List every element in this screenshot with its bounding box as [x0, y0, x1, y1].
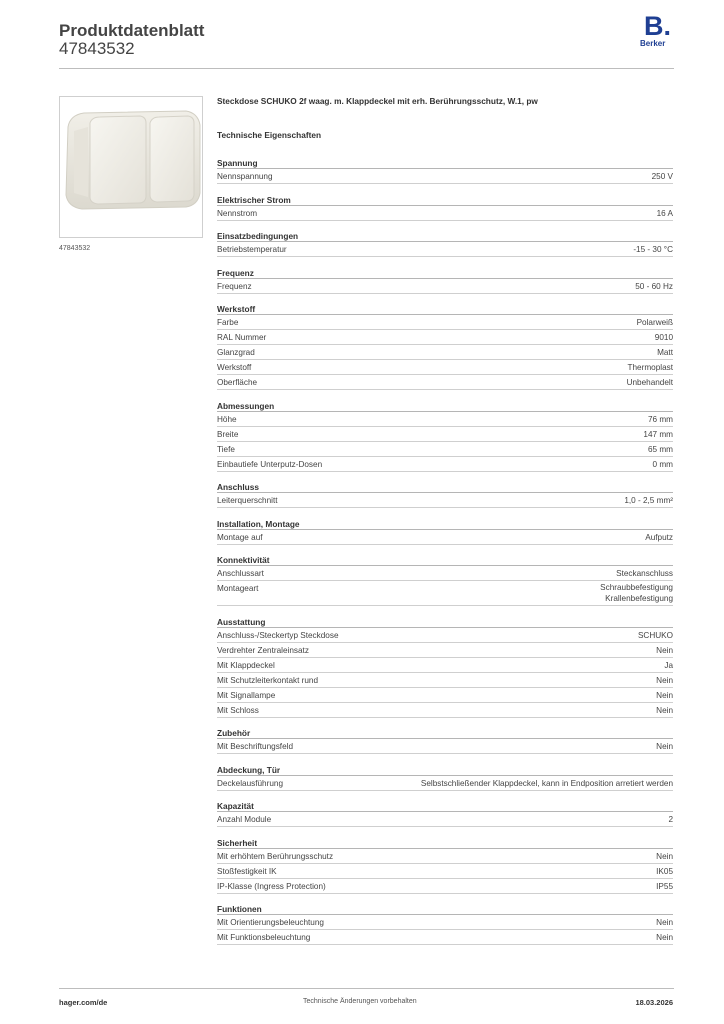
spec-label: Anschlussart: [217, 569, 264, 578]
spec-row: [217, 315, 673, 330]
logo-text: Berker: [640, 39, 666, 48]
spec-row: [217, 427, 673, 442]
spec-value: Selbstschließender Klappdeckel, kann in Endposition arretiert werden: [420, 778, 673, 788]
spec-label: Nennstrom: [217, 208, 258, 218]
spec-value: [600, 582, 673, 605]
spec-row: [217, 930, 673, 945]
spec-group-title: Werkstoff: [217, 304, 673, 315]
spec-value: Nein: [656, 742, 673, 751]
spec-group: [217, 838, 673, 894]
spec-row: [217, 643, 673, 658]
spec-group: [217, 268, 673, 294]
spec-row: [217, 658, 673, 673]
spec-row: [217, 206, 673, 221]
section-heading: Technische Eigenschaften: [217, 130, 322, 140]
footer-website: hager.com/de: [59, 998, 108, 1007]
spec-label: Montageart: [217, 584, 259, 593]
spec-group-title: Kapazität: [217, 801, 673, 812]
spec-label: Mit Schloss: [217, 705, 259, 715]
spec-group: [217, 401, 673, 472]
spec-row: [217, 703, 673, 718]
spec-label: Mit erhöhtem Berührungsschutz: [217, 851, 334, 861]
spec-label: RAL Nummer: [217, 333, 267, 342]
spec-label: Mit Signallampe: [217, 690, 276, 700]
spec-value: 2: [668, 815, 673, 824]
logo-letter: B.: [644, 11, 671, 41]
spec-label: Mit Klappdeckel: [217, 660, 275, 670]
spec-label: Mit Schutzleiterkontakt rund: [217, 675, 319, 685]
spec-group: [217, 765, 673, 791]
header-divider: [59, 68, 674, 69]
spec-label: Betriebstemperatur: [217, 245, 287, 254]
spec-row: [217, 242, 673, 257]
spec-group-title: Konnektivität: [217, 555, 673, 566]
spec-value: Nein: [656, 918, 673, 927]
spec-row: [217, 915, 673, 930]
spec-value: 147 mm: [643, 429, 673, 439]
spec-value: 250 V: [651, 172, 673, 181]
spec-group: [217, 617, 673, 718]
spec-group: [217, 158, 673, 184]
spec-group: [217, 904, 673, 945]
spec-label: Tiefe: [217, 444, 235, 454]
spec-value: Nein: [656, 690, 673, 700]
spec-value-line: Krallenbefestigung: [605, 594, 673, 603]
spec-group-title: Installation, Montage: [217, 519, 673, 530]
spec-value: Unbehandelt: [626, 378, 673, 387]
spec-value: 0 mm: [652, 459, 673, 469]
spec-label: Glanzgrad: [217, 348, 255, 357]
spec-value: Nein: [656, 675, 673, 685]
spec-group: [217, 728, 673, 754]
spec-group-title: Einsatzbedingungen: [217, 231, 673, 242]
spec-group-title: Funktionen: [217, 904, 673, 915]
spec-label: Montage auf: [217, 532, 263, 542]
spec-group-title: Sicherheit: [217, 838, 673, 849]
spec-row: [217, 812, 673, 827]
spec-value: Aufputz: [645, 532, 673, 542]
spec-row: [217, 673, 673, 688]
spec-label: IP-Klasse (Ingress Protection): [217, 881, 326, 891]
spec-label: Frequenz: [217, 281, 252, 291]
spec-value: Thermoplast: [627, 363, 673, 372]
spec-label: Nennspannung: [217, 172, 273, 181]
spec-value: Polarweiß: [636, 318, 673, 327]
spec-row: [217, 375, 673, 390]
spec-value: Nein: [656, 851, 673, 861]
spec-label: Anschluss-/Steckertyp Steckdose: [217, 630, 339, 640]
spec-table: [217, 158, 673, 956]
spec-group: [217, 231, 673, 257]
spec-value: 9010: [654, 333, 673, 342]
spec-label: Verdrehter Zentraleinsatz: [217, 645, 309, 655]
product-image-frame: [59, 96, 203, 238]
spec-row: [217, 864, 673, 879]
spec-row: [217, 412, 673, 427]
spec-row: [217, 457, 673, 472]
spec-value: Nein: [656, 705, 673, 715]
spec-value: -15 - 30 °C: [633, 245, 673, 254]
footer-divider: [59, 988, 674, 989]
spec-label: Anzahl Module: [217, 815, 272, 824]
spec-group-title: Abmessungen: [217, 401, 673, 412]
spec-label: Einbautiefe Unterputz-Dosen: [217, 459, 323, 469]
page-title: Produktdatenblatt: [59, 21, 205, 40]
spec-label: Höhe: [217, 414, 237, 424]
spec-row: [217, 442, 673, 457]
spec-value: IP55: [656, 881, 673, 891]
spec-row: [217, 628, 673, 643]
spec-label: Breite: [217, 429, 239, 439]
spec-group: [217, 195, 673, 221]
spec-group-title: Zubehör: [217, 728, 673, 739]
spec-value: 76 mm: [647, 414, 673, 424]
spec-value: 50 - 60 Hz: [635, 281, 673, 291]
page-header: [59, 11, 674, 70]
spec-value: Ja: [664, 660, 673, 670]
article-number: 47843532: [59, 39, 135, 58]
spec-label: Mit Beschriftungsfeld: [217, 742, 293, 751]
footer-date: 18.03.2026: [635, 998, 673, 1007]
product-photo-icon: [60, 97, 202, 237]
spec-value-line: Schraubbefestigung: [600, 583, 673, 592]
spec-row: [217, 169, 673, 184]
spec-value: IK05: [656, 866, 673, 876]
spec-group: [217, 801, 673, 827]
spec-row: [217, 360, 673, 375]
spec-value: Nein: [656, 933, 673, 942]
spec-value: Nein: [656, 645, 673, 655]
spec-label: Werkstoff: [217, 363, 252, 372]
spec-label: Leiterquerschnitt: [217, 496, 278, 505]
spec-value: 16 A: [656, 208, 673, 218]
spec-label: Stoßfestigkeit IK: [217, 866, 277, 876]
spec-value: SCHUKO: [637, 630, 673, 640]
spec-group: [217, 519, 673, 545]
spec-row: [217, 849, 673, 864]
spec-value: Steckanschluss: [616, 569, 673, 578]
spec-row: [217, 493, 673, 508]
spec-group-title: Ausstattung: [217, 617, 673, 628]
spec-row: [217, 566, 673, 581]
spec-value: 1,0 - 2,5 mm²: [624, 496, 673, 505]
spec-group: [217, 482, 673, 508]
spec-group: [217, 304, 673, 390]
spec-group-title: Elektrischer Strom: [217, 195, 673, 206]
spec-row: [217, 776, 673, 791]
spec-row: [217, 279, 673, 294]
spec-row: [217, 688, 673, 703]
spec-group-title: Frequenz: [217, 268, 673, 279]
spec-row: [217, 739, 673, 754]
footer-disclaimer: Technische Änderungen vorbehalten: [303, 998, 417, 1005]
spec-label: Deckelausführung: [217, 778, 283, 788]
spec-group: [217, 555, 673, 606]
spec-row: [217, 530, 673, 545]
spec-group-title: Spannung: [217, 158, 673, 169]
spec-group-title: Anschluss: [217, 482, 673, 493]
spec-label: Oberfläche: [217, 378, 258, 387]
spec-row: [217, 330, 673, 345]
berker-logo: [640, 11, 674, 53]
spec-value: 65 mm: [647, 444, 673, 454]
spec-group-title: Abdeckung, Tür: [217, 765, 673, 776]
spec-value: Matt: [657, 348, 673, 357]
spec-row: [217, 581, 673, 606]
product-title: Steckdose SCHUKO 2f waag. m. Klappdeckel mit erh. Berührungsschutz, W.1, pw: [217, 96, 538, 106]
spec-row: [217, 879, 673, 894]
spec-label: Mit Orientierungsbeleuchtung: [217, 918, 324, 927]
spec-label: Mit Funktionsbeleuchtung: [217, 933, 311, 942]
spec-row: [217, 345, 673, 360]
spec-label: Farbe: [217, 318, 239, 327]
image-caption: 47843532: [59, 245, 91, 252]
